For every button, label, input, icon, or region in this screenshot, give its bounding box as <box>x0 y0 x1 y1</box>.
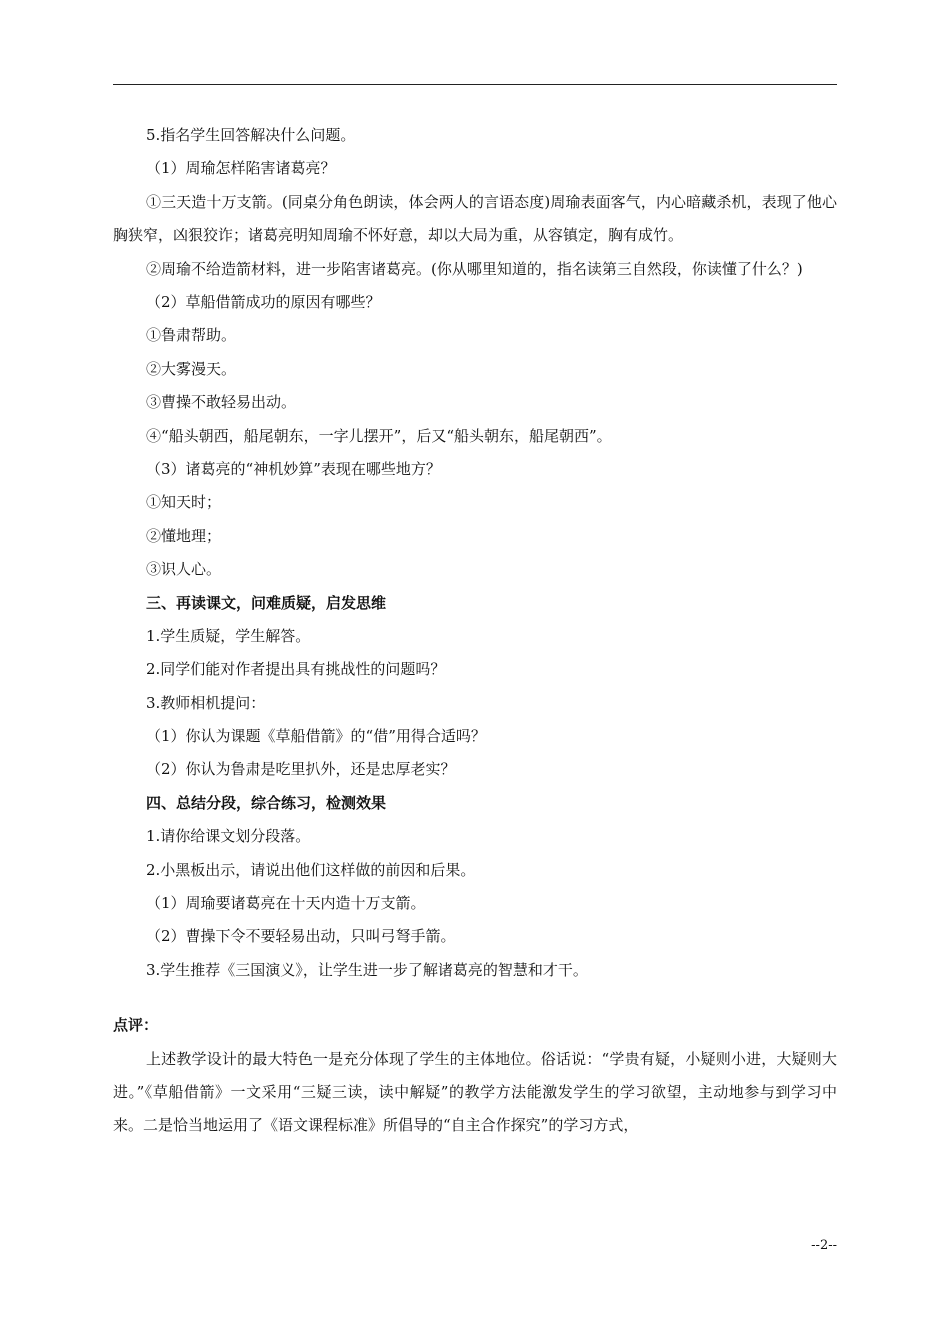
step-5: 5.指名学生回答解决什么问题。 <box>146 126 356 144</box>
section-4-item-2: 2.小黑板出示，请说出他们这样做的前因和后果。 <box>146 860 476 879</box>
section-4-sub-2: （2）曹操下令不要轻易出动，只叫弓弩手箭。 <box>146 927 456 946</box>
review-heading: 点评： <box>113 1016 159 1035</box>
reason-1: ①鲁肃帮助。 <box>146 326 237 345</box>
section-3-heading: 三、再读课文，问难质疑，启发思维 <box>146 593 387 612</box>
answer-1a: ①三天造十万支箭。(同桌分角色朗读，体会两人的言语态度)周瑜表面客气，内心暗藏杀机，表现了他心胸狭窄，凶狠狡诈；诸葛亮明知周瑜不怀好意，却以大局为重，从容镇定，胸有成竹。 <box>113 192 837 245</box>
section-3-item-1: 1.学生质疑，学生解答。 <box>146 626 311 645</box>
section-3-sub-1: （1）你认为课题《草船借箭》的“借”用得合适吗？ <box>146 727 486 746</box>
reason-4: ④“船头朝西，船尾朝东，一字儿摆开”，后又“船头朝东，船尾朝西”。 <box>146 426 612 445</box>
point-1: ①知天时； <box>146 493 222 512</box>
reason-3: ③曹操不敢轻易出动。 <box>146 393 297 412</box>
point-3: ③识人心。 <box>146 560 222 579</box>
answer-1b: ②周瑜不给造箭材料，进一步陷害诸葛亮。(你从哪里知道的，指名读第三自然段，你读懂了什么？) <box>146 259 803 278</box>
section-4-heading: 四、总结分段，综合练习，检测效果 <box>146 793 387 812</box>
header-rule <box>113 84 837 85</box>
question-3: （3）诸葛亮的“神机妙算”表现在哪些地方？ <box>146 459 441 478</box>
point-2: ②懂地理； <box>146 526 222 545</box>
question-2: （2）草船借箭成功的原因有哪些？ <box>146 293 381 311</box>
question-1: （1）周瑜怎样陷害诸葛亮？ <box>146 159 336 178</box>
section-3-item-2: 2.同学们能对作者提出具有挑战性的问题吗？ <box>146 660 446 679</box>
section-4-item-3: 3.学生推荐《三国演义》，让学生进一步了解诸葛亮的智慧和才干。 <box>146 960 588 979</box>
section-3-item-3: 3.教师相机提问： <box>146 693 266 712</box>
section-3-sub-2: （2）你认为鲁肃是吃里扒外，还是忠厚老实？ <box>146 760 456 779</box>
review-text: 上述教学设计的最大特色一是充分体现了学生的主体地位。俗话说：“学贵有疑，小疑则小进，大疑则大进。”《草船借箭》一文采用“三疑三读，读中解疑”的教学方法能激发学生的学习欲望，主动地参与到学习中来。二是恰当地运用了《语文课程标准》所倡导的“自主合作探究”的学习方式， <box>113 1049 837 1135</box>
section-4-sub-1: （1）周瑜要诸葛亮在十天内造十万支箭。 <box>146 894 426 913</box>
document-body <box>113 119 837 1143</box>
page-number: --2-- <box>811 1238 837 1253</box>
reason-2: ②大雾漫天。 <box>146 359 237 378</box>
section-4-item-1: 1.请你给课文划分段落。 <box>146 827 311 846</box>
